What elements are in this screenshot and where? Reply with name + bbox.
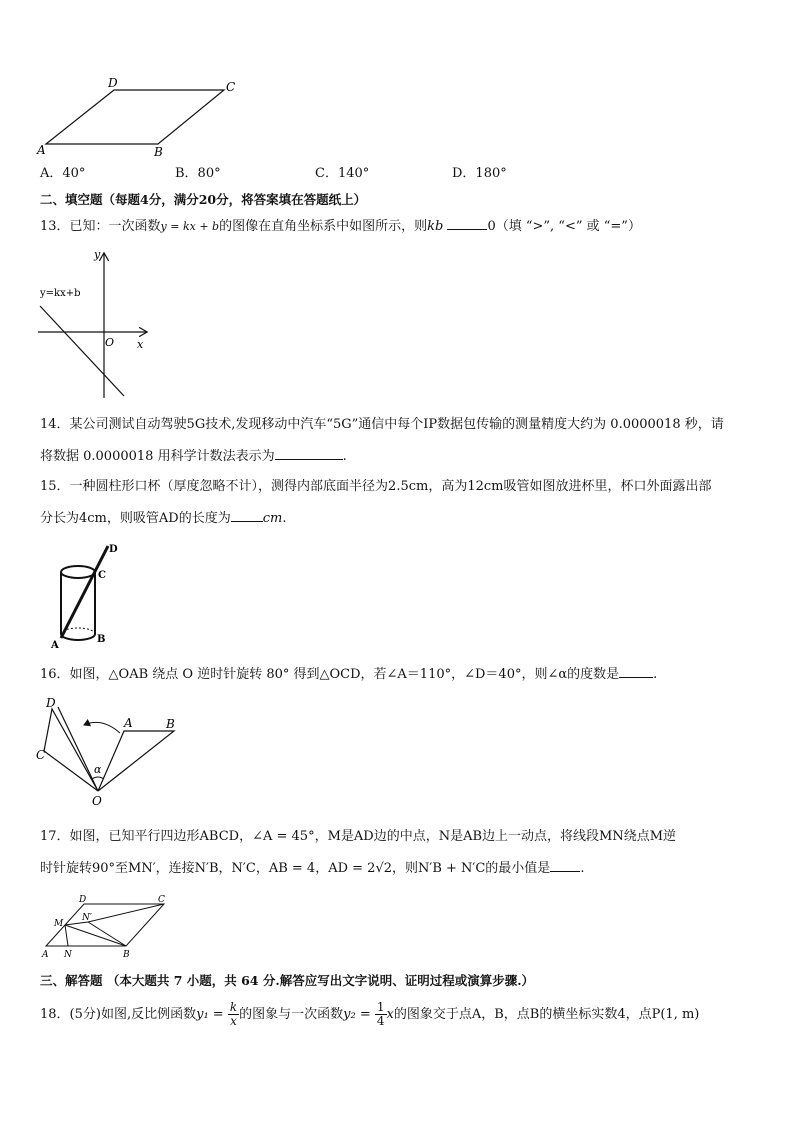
parallelogram-figure <box>36 76 246 158</box>
option-d: D．180° <box>452 166 507 181</box>
question-14-line1: 14．某公司测试自动驾驶5G技术,发现移动中汽车“5G”通信中每个IP数据包传输的测量精度大约为 0.0000018 秒，请 <box>40 417 724 432</box>
q15-line2-text: 分长为4cm，则吸管AD的长度为 <box>40 511 231 526</box>
label-c: C <box>158 895 165 905</box>
q18-x: x <box>386 1007 394 1022</box>
label-d: D <box>108 76 118 90</box>
triangle-oab <box>98 731 174 791</box>
q13-lead: 13．已知：一次函数 <box>40 219 161 234</box>
segment-mn <box>65 925 68 946</box>
fraction-k-over-x <box>228 1001 239 1028</box>
fraction-denominator: 4 <box>376 1014 385 1028</box>
label-x: x <box>137 338 144 351</box>
label-m: M <box>54 919 64 929</box>
q18-y2: y₂ = <box>343 1007 371 1022</box>
section-2-title: 二、填空题（每题4分，满分20分，将答案填在答题纸上） <box>40 192 367 207</box>
label-a: A <box>51 640 59 651</box>
q16-end: . <box>653 667 658 682</box>
label-b: B <box>123 950 130 960</box>
question-18 <box>40 1000 699 1030</box>
label-c: C <box>226 80 236 94</box>
section-3-title: 三、解答题 （本大题共 7 小题，共 64 分.解答应写出文字说明、证明过程或演算步骤.） <box>40 973 535 988</box>
label-c: C <box>36 748 46 762</box>
q14-end: . <box>342 449 347 464</box>
coordinate-graph-figure <box>36 248 156 400</box>
question-17-line2 <box>40 859 584 878</box>
label-b: B <box>97 634 106 645</box>
angle-alpha-arc <box>92 777 104 779</box>
q13-tail: 0（填 “>”, “<” 或 “=”） <box>487 219 641 234</box>
segment-npb <box>88 922 126 946</box>
side-od <box>58 707 98 791</box>
triangle-ocd <box>44 709 98 791</box>
q17-line2-text: 时针旋转90°至MN′，连接N′B，N′C，AB = 4，AD = 2√2，则N′B + N′C的最小值是 <box>40 861 551 876</box>
parallelogram-abcd <box>46 904 164 946</box>
label-a: A <box>42 950 49 960</box>
label-np: N′ <box>82 913 92 923</box>
answer-blank-13[interactable] <box>447 217 487 230</box>
label-origin: O <box>105 336 115 349</box>
answer-blank-15[interactable] <box>231 509 263 522</box>
question-15-line2 <box>40 509 286 528</box>
label-line: y=kx+b <box>40 288 81 299</box>
rotation-figure <box>36 695 181 807</box>
q13-kb: kb <box>427 219 444 234</box>
rotation-arrow <box>84 722 120 733</box>
label-b: B <box>154 145 163 159</box>
q15-unit: cm <box>262 511 283 526</box>
question-16 <box>40 665 657 684</box>
fraction-one-quarter <box>375 1001 387 1028</box>
fraction-numerator: 1 <box>376 1000 385 1014</box>
answer-blank-16[interactable] <box>619 665 653 678</box>
q13-mid: 的图像在直角坐标系中如图所示，则 <box>219 219 428 234</box>
segment-mb <box>65 925 126 946</box>
label-alpha: α <box>94 763 102 776</box>
answer-blank-14[interactable] <box>275 447 343 460</box>
parallelogram-shape <box>46 90 224 144</box>
q14-line2-text: 将数据 0.0000018 用科学计数法表示为 <box>40 449 275 464</box>
q16-text: 16．如图，△OAB 绕点 O 逆时针旋转 80° 得到△OCD，若∠A＝110°，∠D＝40°，则∠α的度数是 <box>40 667 620 682</box>
question-17-line1: 17．如图，已知平行四边形ABCD，∠A = 45°，M是AD边的中点，N是AB边上一动点，将线段MN绕点M逆 <box>40 829 677 844</box>
label-d: D <box>109 544 118 555</box>
question-15-line1: 15．一种圆柱形口杯（厚度忽略不计），测得内部底面半径为2.5cm，高为12cm吸管如图放进杯里，杯口外面露出部 <box>40 479 712 494</box>
question-13 <box>40 217 641 236</box>
cylinder-top <box>61 566 95 578</box>
label-a: A <box>124 716 133 730</box>
label-y: y <box>94 248 101 261</box>
label-d: D <box>79 895 87 905</box>
q18-lead: 18．(5分)如图,反比例函数 <box>40 1007 197 1022</box>
option-b: B．80° <box>175 166 221 181</box>
q18-mid: 的图象与一次函数 <box>239 1007 344 1022</box>
function-line <box>40 306 124 396</box>
parallelogram-rotation-figure <box>36 892 176 960</box>
fraction-denominator: x <box>230 1014 237 1028</box>
label-o: O <box>92 794 102 808</box>
question-14-line2 <box>40 447 347 466</box>
label-c: C <box>98 570 106 581</box>
label-a: A <box>37 143 46 157</box>
cylinder-bottom <box>61 634 95 640</box>
fraction-numerator: k <box>229 1000 238 1014</box>
label-d: D <box>46 696 56 710</box>
option-c: C．140° <box>315 166 370 181</box>
label-n: N <box>64 950 72 960</box>
q18-tail: 的图象交于点A，B，点B的横坐标实数4，点P(1, m) <box>393 1007 700 1022</box>
answer-blank-17[interactable] <box>550 859 580 872</box>
q15-end: . <box>282 511 287 526</box>
q13-expr: y = kx + b <box>160 220 220 233</box>
option-a: A．40° <box>40 166 86 181</box>
q17-end: . <box>580 861 585 876</box>
label-b: B <box>166 717 175 731</box>
cylinder-straw-figure <box>46 540 126 652</box>
q18-y1: y₁ = <box>196 1007 224 1022</box>
segment-npc <box>88 904 164 922</box>
straw <box>61 546 108 638</box>
